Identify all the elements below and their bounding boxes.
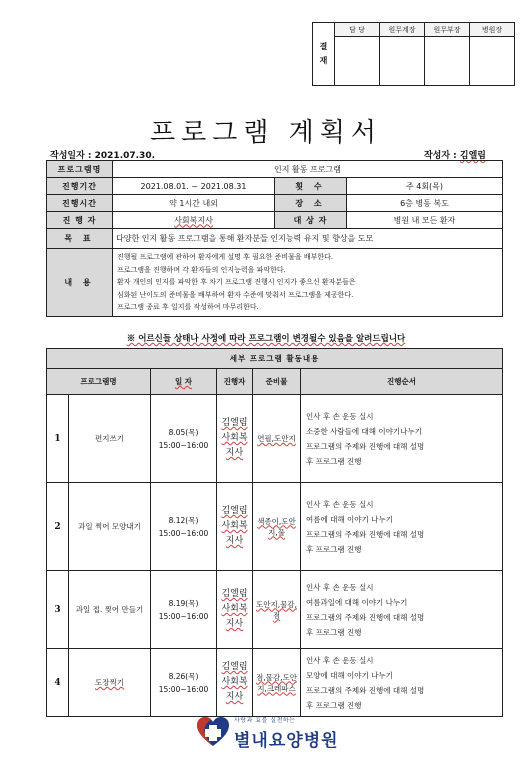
header-date: [151, 369, 217, 395]
approval-sign-3[interactable]: [425, 37, 470, 86]
writer-label: 작성자 :: [423, 151, 460, 161]
row-steps: [301, 571, 503, 649]
step-line: 모양에 대해 이야기 나누기: [306, 670, 393, 680]
step-line: 후 프로그램 진행: [306, 700, 362, 710]
step-line: 인사 후 손 운동 실시: [306, 655, 374, 665]
target-value: 병원 내 모든 환자: [347, 212, 503, 229]
period-value: 2021.08.01. ~ 2021.08.31: [113, 178, 275, 195]
row-date-time: 15:00~16:00: [158, 684, 209, 694]
step-line: 후 프로그램 진행: [306, 544, 362, 554]
header-steps: 진행순서: [301, 369, 503, 395]
row-staff-line: 사회복: [221, 521, 248, 531]
table-row: [47, 483, 503, 571]
step-line: 인사 후 손 운동 실시: [306, 582, 374, 592]
header-supplies: 준비물: [253, 369, 301, 395]
heart-cross-icon: [196, 716, 230, 748]
content-line: 프로그램 종료 후 일지를 작성하여 마무리한다.: [117, 303, 259, 312]
written-date: 작성일자 : 2021.07.30.: [50, 151, 155, 161]
approval-sign-2[interactable]: [380, 37, 425, 86]
header-program-name: 프로그램명: [47, 369, 151, 395]
row-program-name: 과일 접. 찢어 만들기: [69, 571, 151, 649]
logo-hospital-name: 별내요양병원: [234, 731, 339, 751]
logo-slogan: 사랑과 효를 실천하는: [234, 717, 296, 724]
row-staff: [217, 395, 253, 483]
row-program-name-text: 도장찍기: [95, 678, 124, 687]
place-label: 장 소: [275, 195, 347, 212]
period-label: 진행기간: [47, 178, 113, 195]
row-number: 2: [47, 483, 69, 571]
step-line: 프로그램의 주제와 진행에 대해 설명: [306, 612, 425, 622]
row-staff: [217, 571, 253, 649]
count-value: 주 4회(목): [347, 178, 503, 195]
content-value: [113, 249, 503, 317]
row-staff-line: 김엘림: [221, 589, 248, 599]
step-line: 후 프로그램 진행: [306, 456, 362, 466]
row-date-time: 15:00~16:00: [158, 440, 209, 450]
row-supplies-text: 연필,도안지: [257, 434, 296, 443]
row-steps: [301, 395, 503, 483]
content-line: 진행될 프로그램에 관하여 환자에게 설명 후 필요한 준비물을 배부한다.: [117, 253, 334, 262]
row-number: 1: [47, 395, 69, 483]
approval-col-4: 병원장: [470, 23, 515, 37]
step-line: 후 프로그램 진행: [306, 627, 362, 637]
row-supplies-text: 점,물감,도안지,크레파스: [256, 672, 297, 693]
content-line: 환자 개인의 인지를 파악한 후 차기 프로그램 진행시 인지가 좋으신 환자분들은: [117, 278, 356, 287]
approval-col-3: 원무부장: [425, 23, 470, 37]
writer-name: 김엘림: [459, 151, 486, 161]
table-row: [47, 649, 503, 717]
row-staff: [217, 483, 253, 571]
row-date-time: 15:00~16:00: [158, 611, 209, 621]
step-line: 여름에 대해 이야기 나누기: [306, 514, 393, 524]
detail-caption: 세부 프로그램 활동내용: [47, 349, 503, 369]
row-date: [151, 649, 217, 717]
step-line: 여름과일에 대해 이야기 나누기: [306, 597, 408, 607]
goal-label: 목 표: [47, 229, 113, 249]
document-title: 프로그램 계획서: [149, 118, 383, 148]
approval-box: [312, 22, 515, 86]
row-date-day: 8.12(목): [168, 515, 199, 525]
time-label: 진행시간: [47, 195, 113, 212]
row-program-name: 편지쓰기: [69, 395, 151, 483]
row-staff-line: 사회복: [221, 677, 248, 687]
row-staff-line: 지사: [225, 536, 244, 546]
header-date-text: 일 자: [174, 377, 193, 386]
row-staff-line: 김엘림: [221, 418, 248, 428]
hospital-logo: [196, 712, 366, 752]
row-supplies: [253, 571, 301, 649]
row-staff-line: 사회복: [221, 433, 248, 443]
row-program-name: 과일 찍어 모양내기: [69, 483, 151, 571]
program-name-value: 인지 활동 프로그램: [113, 161, 503, 178]
row-steps: [301, 649, 503, 717]
step-line: 소중한 사람들에 대해 이야기나누기: [306, 426, 422, 436]
row-date-day: 8.05(목): [168, 427, 199, 437]
approval-side-label: 결 재: [313, 23, 335, 86]
row-number: 4: [47, 649, 69, 717]
time-value: 약 1시간 내외: [113, 195, 275, 212]
row-supplies: [253, 483, 301, 571]
row-supplies: [253, 395, 301, 483]
row-staff-line: 사회복: [221, 604, 248, 614]
row-date: [151, 571, 217, 649]
row-staff-line: 김엘림: [221, 662, 248, 672]
row-date-day: 8.26(목): [168, 671, 199, 681]
row-staff-line: 김엘림: [221, 506, 248, 516]
detail-activity-table: [46, 348, 503, 717]
table-row: [47, 571, 503, 649]
target-label: 대 상 자: [275, 212, 347, 229]
staff-label: 진 행 자: [47, 212, 113, 229]
goal-value: 다양한 인지 활동 프로그램을 통해 환자분들 인지능력 유지 및 향상을 도모: [113, 229, 503, 249]
row-supplies: [253, 649, 301, 717]
step-line: 프로그램의 주제와 진행에 대해 설명: [306, 685, 425, 695]
content-line: 심화된 난이도의 준비물을 배부하여 환자 수준에 맞춰서 프로그램을 제공한다.: [117, 290, 354, 299]
row-steps: [301, 483, 503, 571]
approval-col-1: 담 당: [335, 23, 380, 37]
row-date-day: 8.19(목): [168, 598, 199, 608]
notice: [0, 332, 532, 344]
place-value: 6층 병동 복도: [347, 195, 503, 212]
row-supplies-text: 색종이,도안지,풀: [257, 516, 296, 537]
header-staff: 진행자: [217, 369, 253, 395]
approval-sign-4[interactable]: [470, 37, 515, 86]
row-staff-line: 지사: [225, 448, 244, 458]
staff-value-text: 사회복지사: [174, 215, 213, 225]
step-line: 인사 후 손 운동 실시: [306, 411, 374, 421]
step-line: 인사 후 손 운동 실시: [306, 499, 374, 509]
staff-value: [113, 212, 275, 229]
row-date: [151, 483, 217, 571]
table-row: [47, 395, 503, 483]
count-label: 횟 수: [275, 178, 347, 195]
row-staff-line: 지사: [225, 692, 244, 702]
row-supplies-text: 도안지,물감,점: [256, 599, 297, 620]
content-line: 프로그램을 진행하며 각 환자들의 인지능력을 파악한다.: [117, 265, 286, 274]
row-number: 3: [47, 571, 69, 649]
notice-text: ※ 어르신들 상태나 사정에 따라 프로그램이 변경될수 있음을 알려드립니다: [126, 334, 406, 344]
row-date-time: 15:00~16:00: [158, 528, 209, 538]
program-name-label: 프로그램명: [47, 161, 113, 178]
row-staff-line: 지사: [225, 619, 244, 629]
content-label: 내 용: [47, 249, 113, 317]
row-date: [151, 395, 217, 483]
program-info-table: [46, 160, 503, 317]
step-line: 프로그램의 주제와 진행에 대해 설명: [306, 441, 425, 451]
row-program-name: [69, 649, 151, 717]
row-staff: [217, 649, 253, 717]
step-line: 프로그램의 주제와 진행에 대해 설명: [306, 529, 425, 539]
approval-sign-1[interactable]: [335, 37, 380, 86]
approval-col-2: 원무계장: [380, 23, 425, 37]
